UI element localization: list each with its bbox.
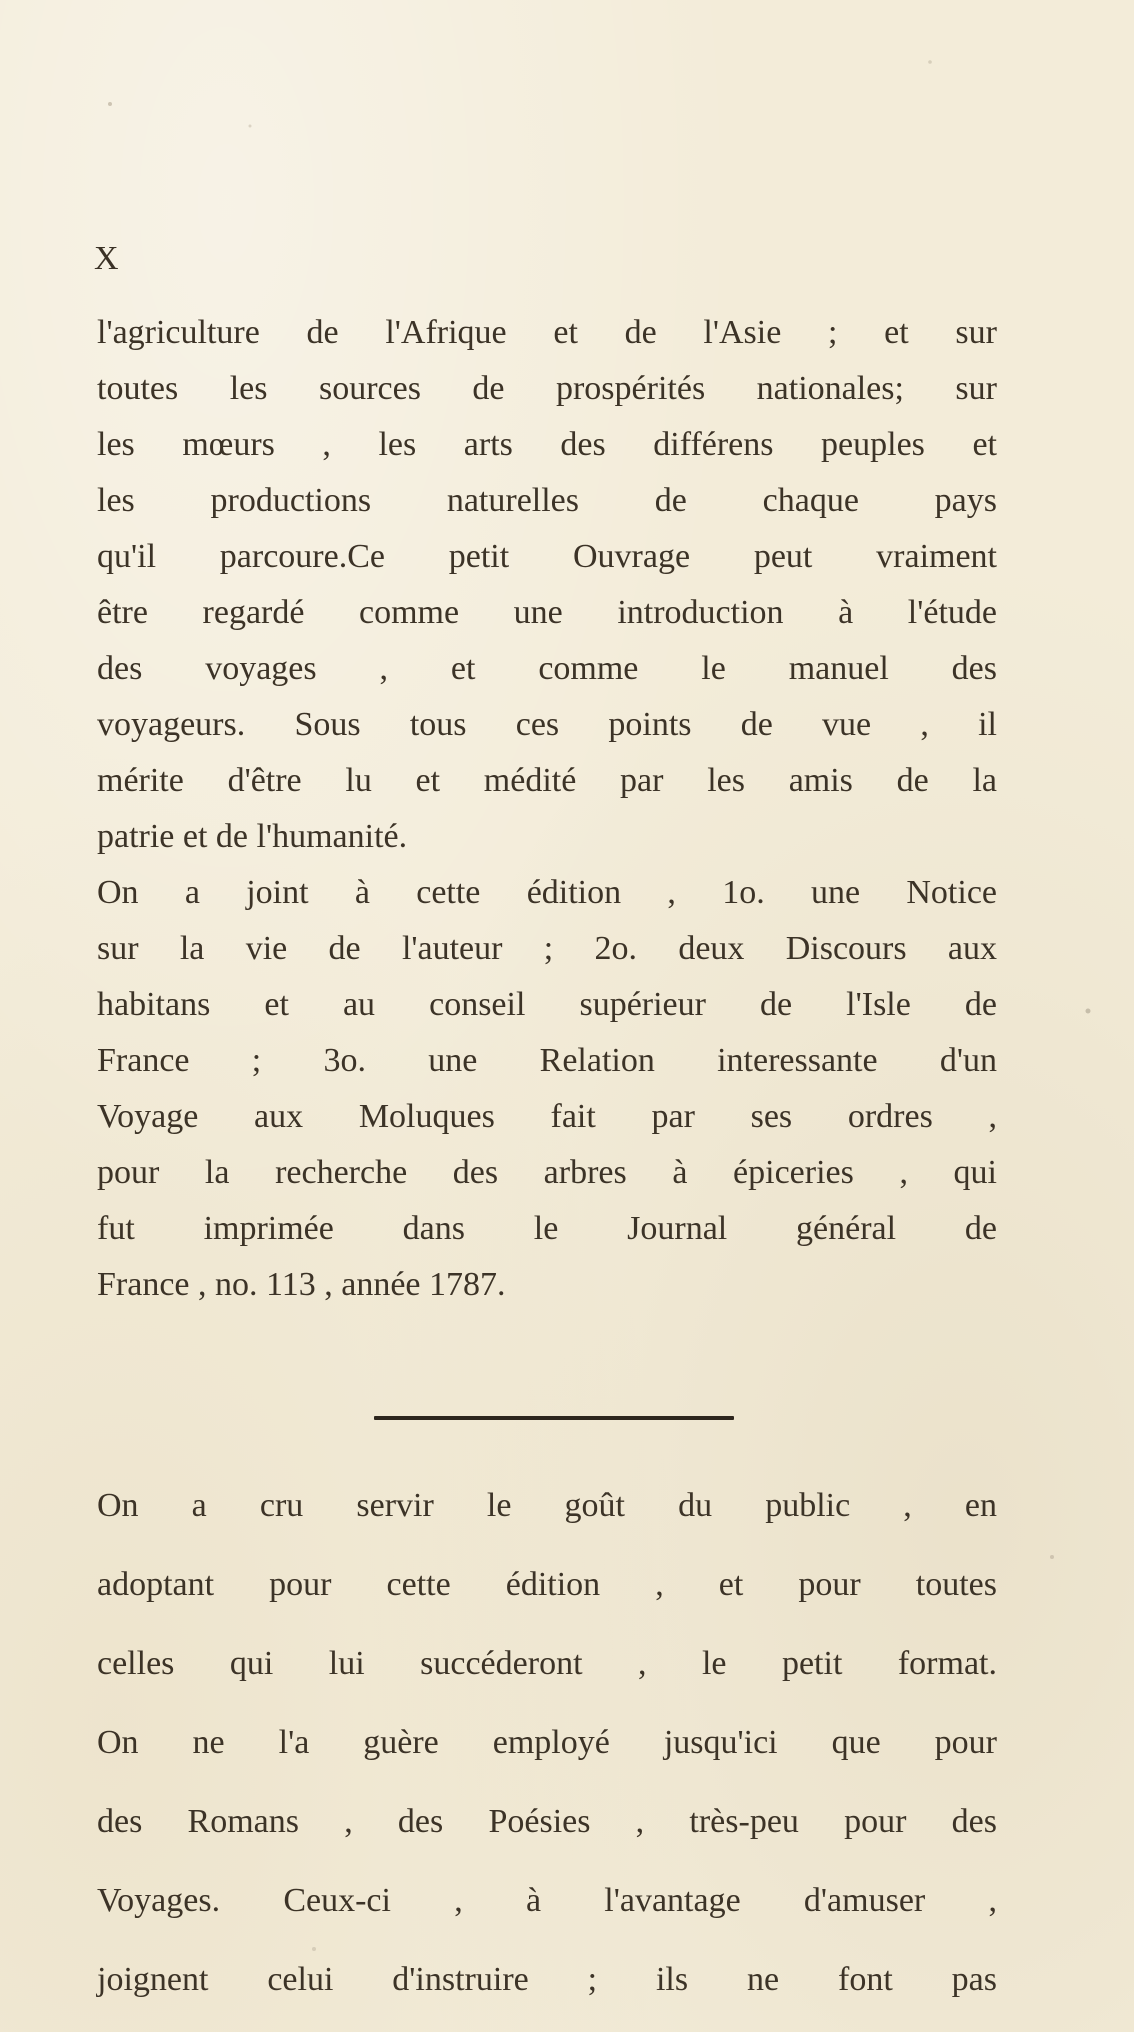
text-line: fut imprimée dans le Journal général de (97, 1210, 997, 1247)
text-line: joignent celui d'instruire ; ils ne font pas (97, 1961, 997, 1998)
text-line: des Romans , des Poésies , très-peu pour des (97, 1803, 997, 1840)
text-line: toutes les sources de prospérités nationales; sur (97, 370, 997, 407)
page-number: X (94, 240, 120, 277)
text-line: l'agriculture de l'Afrique et de l'Asie ; et sur (97, 314, 997, 351)
text-line: les productions naturelles de chaque pays (97, 482, 997, 519)
text-block-2 (97, 1466, 997, 2019)
text-line: adoptant pour cette édition , et pour toutes (97, 1566, 997, 1603)
text-line: On ne l'a guère employé jusqu'ici que pour (97, 1724, 997, 1761)
text-line: France , no. 113 , année 1787. (97, 1266, 506, 1303)
text-line: mérite d'être lu et médité par les amis de la (97, 762, 997, 799)
text-line: patrie et de l'humanité. (97, 818, 408, 855)
text-line: habitans et au conseil supérieur de l'Isle de (97, 986, 997, 1023)
text-line: Voyages. Ceux-ci , à l'avantage d'amuser , (97, 1882, 997, 1919)
text-line: On a cru servir le goût du public , en (97, 1487, 997, 1524)
text-line: pour la recherche des arbres à épiceries , qui (97, 1154, 997, 1191)
text-line: être regardé comme une introduction à l'étude (97, 594, 997, 631)
text-line: qu'il parcoure.Ce petit Ouvrage peut vraiment (97, 538, 997, 575)
text-line: des voyages , et comme le manuel des (97, 650, 997, 687)
section-divider (374, 1416, 734, 1420)
text-line: voyageurs. Sous tous ces points de vue , il (97, 706, 997, 743)
text-line: les mœurs , les arts des différens peuples et (97, 426, 997, 463)
text-line: celles qui lui succéderont , le petit format. (97, 1645, 997, 1682)
text-line: Voyage aux Moluques fait par ses ordres , (97, 1098, 997, 1135)
text-line: On a joint à cette édition , 1o. une Notice (97, 874, 997, 911)
text-line: France ; 3o. une Relation interessante d'un (97, 1042, 997, 1079)
text-line: sur la vie de l'auteur ; 2o. deux Discours aux (97, 930, 997, 967)
text-block-1 (97, 305, 997, 1313)
